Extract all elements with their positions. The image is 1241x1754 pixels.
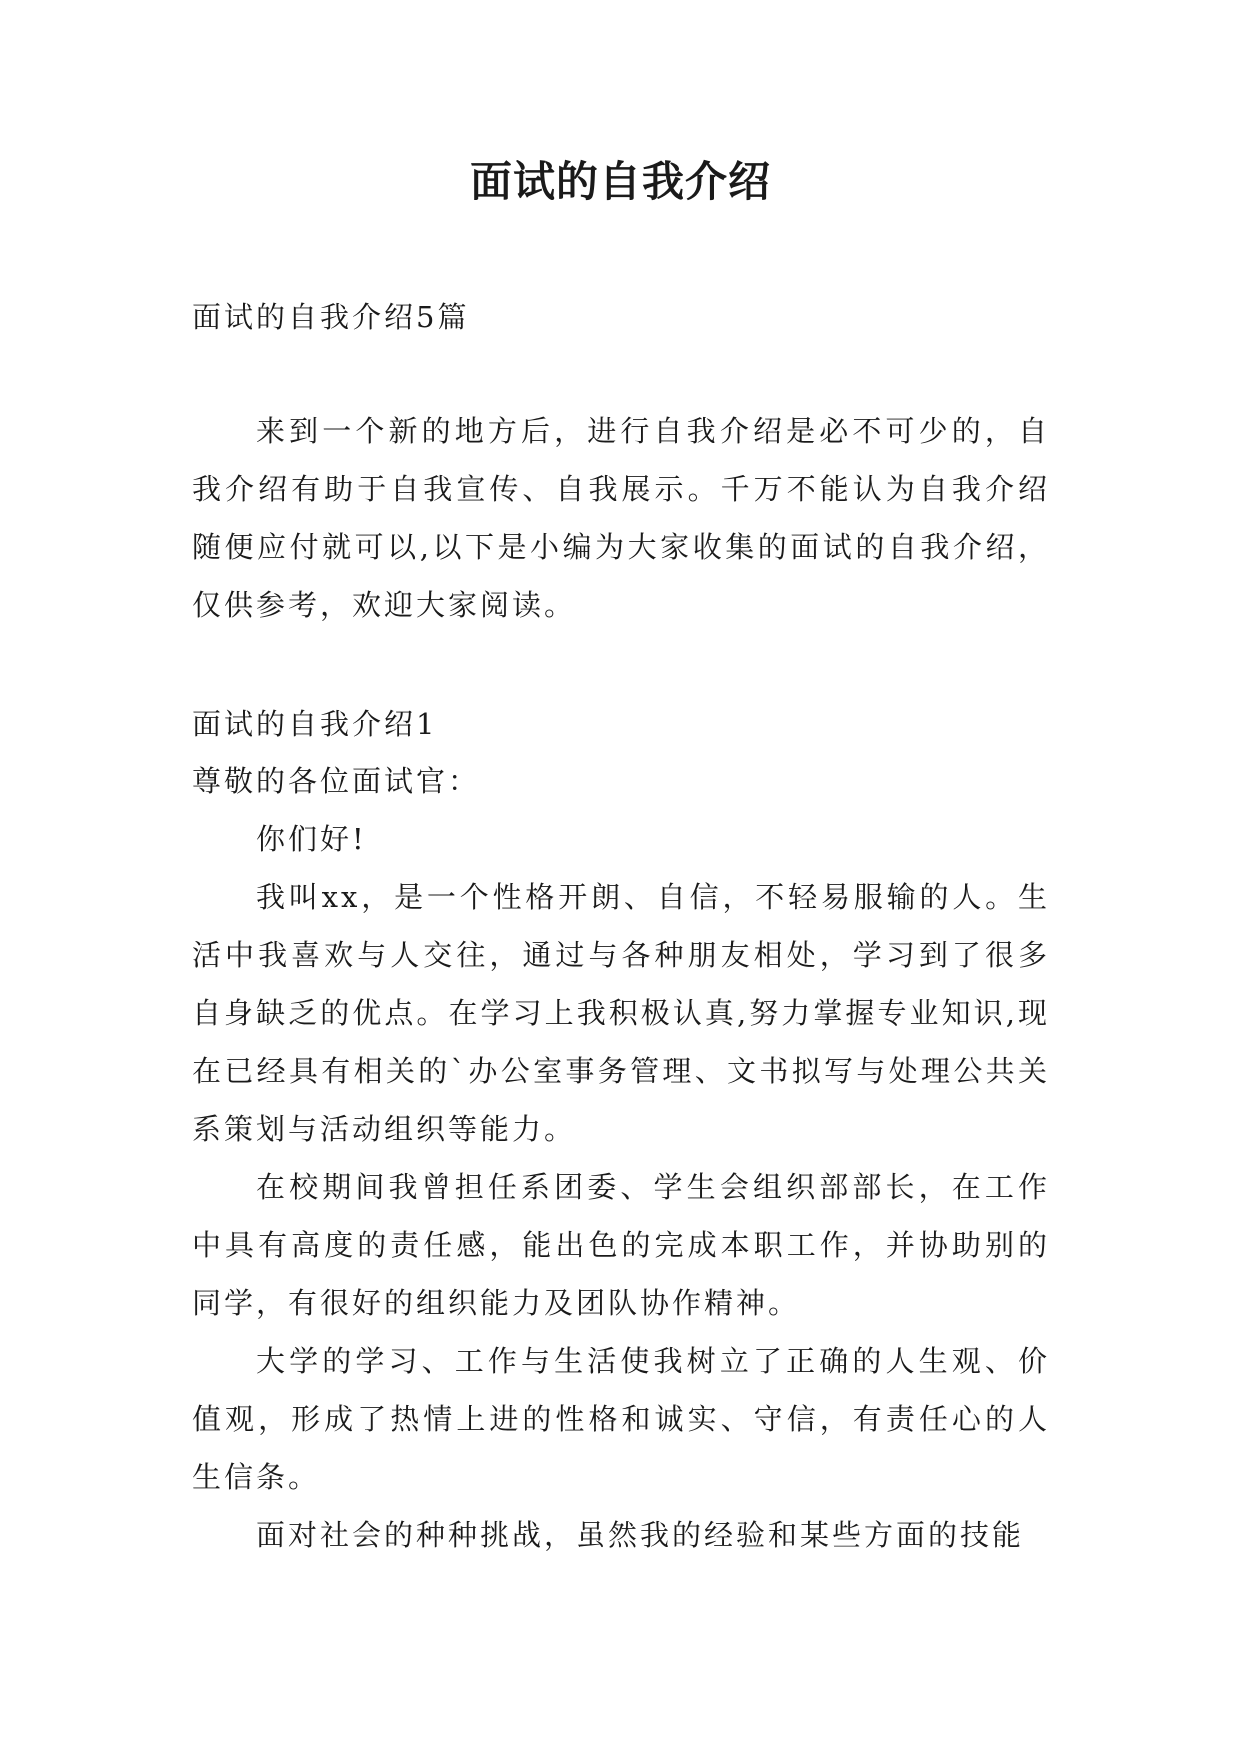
intro-paragraph: 来到一个新的地方后，进行自我介绍是必不可少的，自我介绍有助于自我宣传、自我展示。千万不能认为自我介绍随便应付就可以,以下是小编为大家收集的面试的自我介绍，仅供参考，欢迎大家阅读。 [192, 414, 1050, 622]
section-heading: 面试的自我介绍1 [192, 707, 438, 741]
document-title: 面试的自我介绍 [469, 157, 771, 206]
document-subtitle: 面试的自我介绍5篇 [192, 300, 470, 334]
greeting: 你们好! [256, 822, 367, 856]
body-paragraph: 大学的学习、工作与生活使我树立了正确的人生观、价值观，形成了热情上进的性格和诚实、守信，有责任心的人生信条。 [192, 1344, 1050, 1494]
body-paragraph: 面对社会的种种挑战，虽然我的经验和某些方面的技能 [256, 1518, 1025, 1552]
body-paragraph: 我叫xx，是一个性格开朗、自信，不轻易服输的人。生活中我喜欢与人交往，通过与各种朋友相处，学习到了很多自身缺乏的优点。在学习上我积极认真,努力掌握专业知识,现在已经具有相关的`办公室事务管理、文书拟写与处理公共关系策划与活动组织等能力。 [192, 880, 1050, 1146]
letter-body [192, 752, 1050, 1564]
body-paragraph: 在校期间我曾担任系团委、学生会组织部部长，在工作中具有高度的责任感，能出色的完成本职工作，并协助别的同学，有很好的组织能力及团队协作精神。 [192, 1170, 1050, 1320]
salutation: 尊敬的各位面试官： [192, 764, 481, 798]
